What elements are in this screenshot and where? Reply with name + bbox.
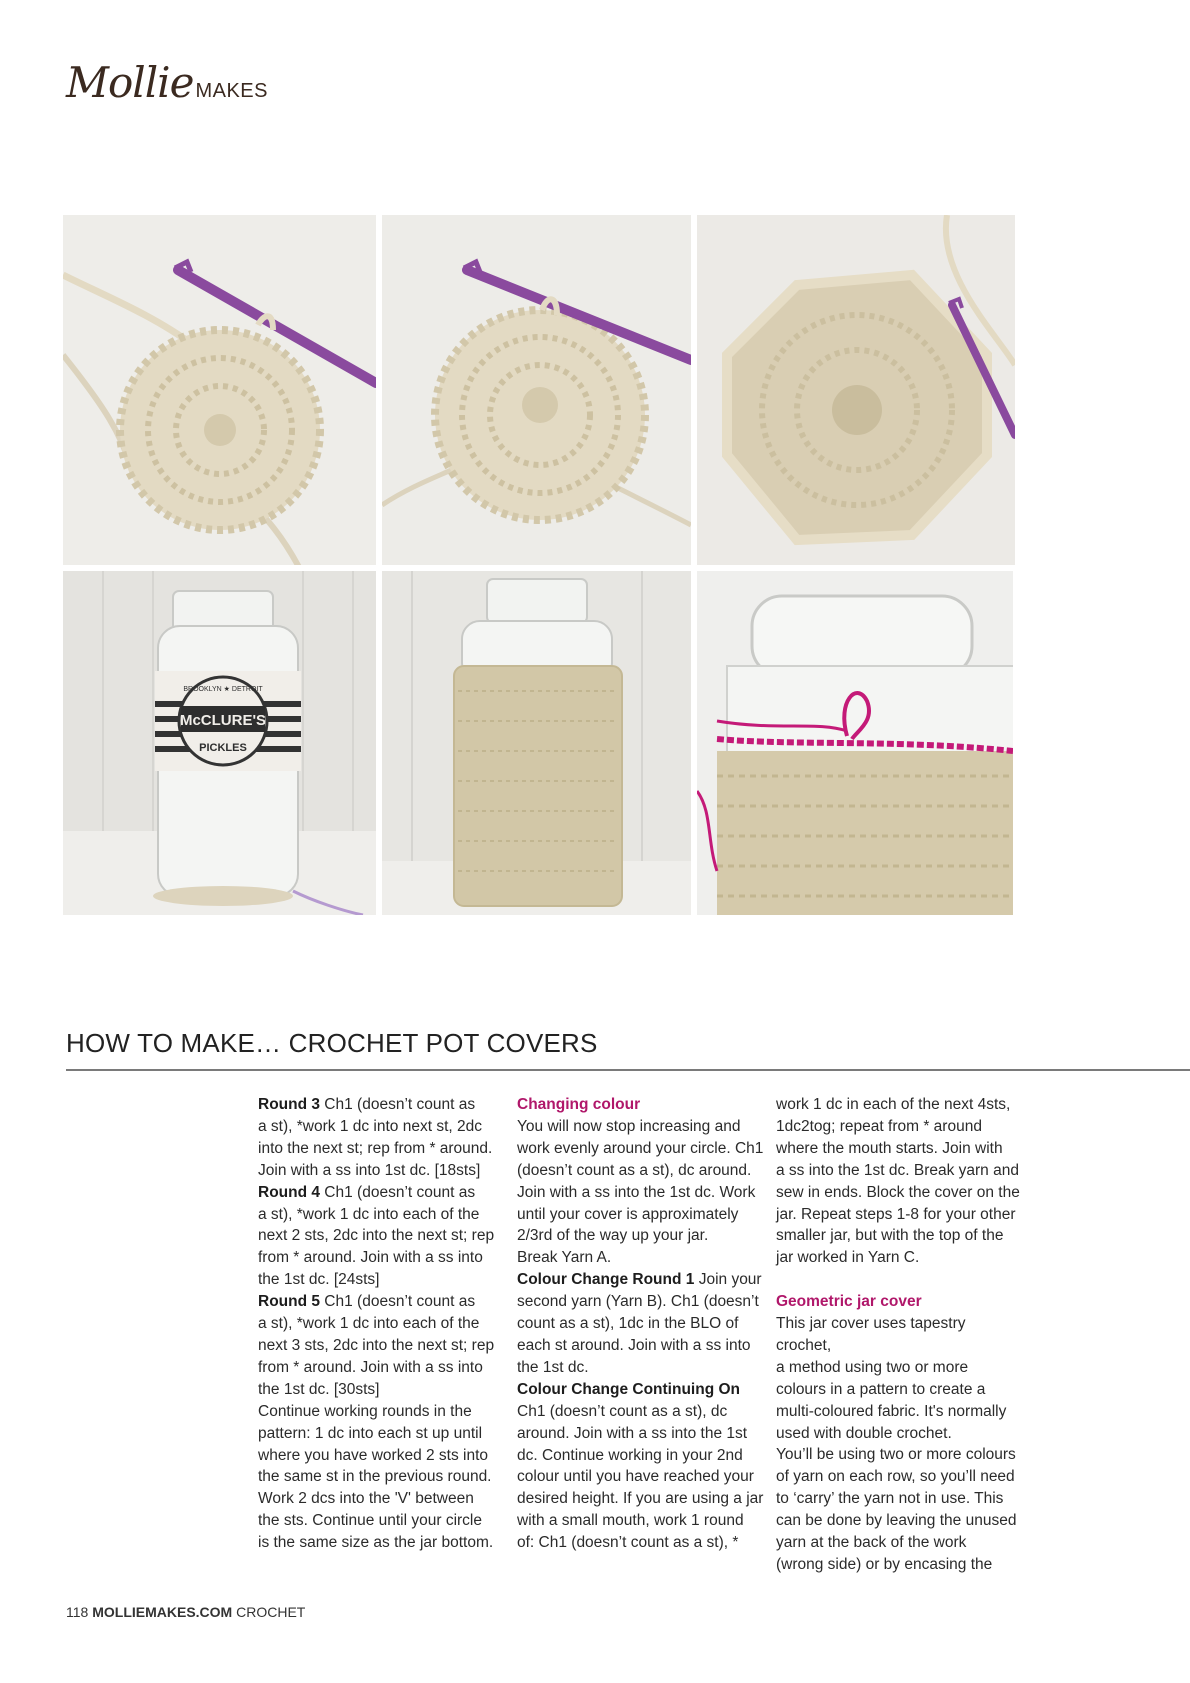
text-line: yarn at the back of the work [776, 1534, 967, 1552]
step-round-4 [258, 1182, 506, 1204]
text-line: Ch1 (doesn’t count as [320, 1183, 476, 1201]
page-footer [66, 1604, 305, 1620]
text-line: into the next st; rep from * around. [258, 1139, 493, 1157]
text-line: can be done by leaving the unused [776, 1512, 1017, 1530]
text-line: from * around. Join with a ss into [258, 1249, 483, 1267]
section-title: HOW TO MAKE… CROCHET POT COVERS [66, 1028, 598, 1058]
footer-section: CROCHET [236, 1604, 306, 1620]
step-photo-1 [63, 215, 376, 565]
step-colour-change-round-1 [517, 1269, 765, 1291]
section-rule [66, 1069, 1190, 1071]
step-round-5 [258, 1291, 506, 1313]
jar-label-top: BROOKLYN ★ DETROIT [183, 686, 263, 693]
text-line: Join your [694, 1271, 762, 1289]
text-line: 1dc2tog; repeat from * around [776, 1117, 982, 1135]
text-line: desired height. If you are using a jar [517, 1490, 764, 1508]
text-line: the 1st dc. [24sts] [258, 1271, 380, 1289]
text-line: Ch1 (doesn’t count as a st), dc [517, 1402, 728, 1420]
text-line: Ch1 (doesn’t count as [320, 1096, 476, 1113]
text-line: from * around. Join with a ss into [258, 1358, 483, 1376]
text-line: is the same size as the jar bottom. [258, 1534, 494, 1552]
text-line: Join with a ss into the 1st dc. Work [517, 1183, 756, 1201]
text-line: a st), *work 1 dc into next st, 2dc [258, 1117, 482, 1135]
text-line: jar worked in Yarn C. [776, 1249, 920, 1267]
text-column-1 [258, 1094, 506, 1554]
text-line: until your cover is approximately [517, 1205, 739, 1223]
step-heading: Round 5 [258, 1293, 320, 1311]
text-line: a st), *work 1 dc into each of the [258, 1315, 480, 1333]
text-line: work evenly around your circle. Ch1 [517, 1139, 764, 1157]
text-line: with a small mouth, work 1 round [517, 1512, 744, 1530]
logo-script: Mollie [66, 58, 194, 107]
text-line: dc. Continue working in your 2nd [517, 1446, 743, 1464]
magazine-logo [66, 58, 268, 107]
text-line: a ss into the 1st dc. Break yarn and [776, 1161, 1019, 1179]
text-line: colour until you have reached your [517, 1468, 754, 1486]
text-line: second yarn (Yarn B). Ch1 (doesn’t [517, 1293, 759, 1311]
text-line: next 3 sts, 2dc into the next st; rep [258, 1336, 495, 1354]
jar-label-brand: McCLURE'S [179, 712, 267, 729]
text-line: count as a st), 1dc in the BLO of [517, 1315, 739, 1333]
step-heading: Round 3 [258, 1096, 320, 1113]
text-line: multi-coloured fabric. It's normally [776, 1402, 1007, 1420]
text-line: (wrong side) or by encasing the [776, 1556, 993, 1574]
text-line: jar. Repeat steps 1-8 for your other [776, 1205, 1016, 1223]
text-line: a st), *work 1 dc into each of the [258, 1205, 480, 1223]
paragraph-gap [776, 1269, 1024, 1291]
text-line: where the mouth starts. Join with [776, 1139, 1003, 1157]
text-line: a method using two or more [776, 1358, 969, 1376]
step-round-3 [258, 1094, 506, 1116]
text-line: 2/3rd of the way up your jar. [517, 1227, 709, 1245]
text-line: of yarn on each row, so you’ll need [776, 1468, 1015, 1486]
text-line: You will now stop increasing and [517, 1117, 741, 1135]
step-colour-change-continuing: Colour Change Continuing On [517, 1380, 740, 1398]
step-photo-4 [63, 571, 376, 915]
footer-site: MOLLIEMAKES.COM [92, 1604, 233, 1620]
text-line: around. Join with a ss into the 1st [517, 1424, 748, 1442]
text-line: each st around. Join with a ss into [517, 1336, 751, 1354]
text-line: the 1st dc. [517, 1358, 589, 1376]
step-photo-2 [382, 215, 691, 565]
text-line: to ‘carry’ the yarn not in use. This [776, 1490, 1004, 1508]
step-heading: Colour Change Round 1 [517, 1271, 695, 1289]
text-line: Break Yarn A. [517, 1249, 612, 1267]
text-line: (doesn’t count as a st), dc around. [517, 1161, 752, 1179]
text-line: work 1 dc in each of the next 4sts, [776, 1096, 1011, 1113]
text-line: Continue working rounds in the [258, 1402, 472, 1420]
text-line: used with double crochet. [776, 1424, 952, 1442]
text-line: Join with a ss into 1st dc. [18sts] [258, 1161, 481, 1179]
step-photo-6 [697, 571, 1013, 915]
text-line: the sts. Continue until your circle [258, 1512, 482, 1530]
logo-word: MAKES [195, 80, 268, 102]
text-line: sew in ends. Block the cover on the [776, 1183, 1020, 1201]
text-line: Ch1 (doesn’t count as [320, 1293, 476, 1311]
text-column-2 [517, 1094, 765, 1554]
text-line: This jar cover uses tapestry crochet, [776, 1315, 966, 1354]
text-line: the same st in the previous round. [258, 1468, 492, 1486]
text-line: colours in a pattern to create a [776, 1380, 986, 1398]
text-line: the 1st dc. [30sts] [258, 1380, 380, 1398]
text-column-3 [776, 1094, 1024, 1576]
subheading-geometric-jar-cover: Geometric jar cover [776, 1293, 922, 1311]
text-line: of: Ch1 (doesn’t count as a st), * [517, 1534, 739, 1552]
text-line: next 2 sts, 2dc into the next st; rep [258, 1227, 495, 1245]
subheading-changing-colour: Changing colour [517, 1096, 641, 1113]
step-photo-5 [382, 571, 691, 915]
text-line: Work 2 dcs into the 'V' between [258, 1490, 474, 1508]
text-line: where you have worked 2 sts into [258, 1446, 489, 1464]
jar-label-product: PICKLES [199, 742, 247, 754]
page-number: 118 [66, 1604, 89, 1620]
text-line: smaller jar, but with the top of the [776, 1227, 1004, 1245]
step-photo-3 [697, 215, 1015, 565]
step-heading: Round 4 [258, 1183, 320, 1201]
text-line: You’ll be using two or more colours [776, 1446, 1016, 1464]
text-line: pattern: 1 dc into each st up until [258, 1424, 483, 1442]
